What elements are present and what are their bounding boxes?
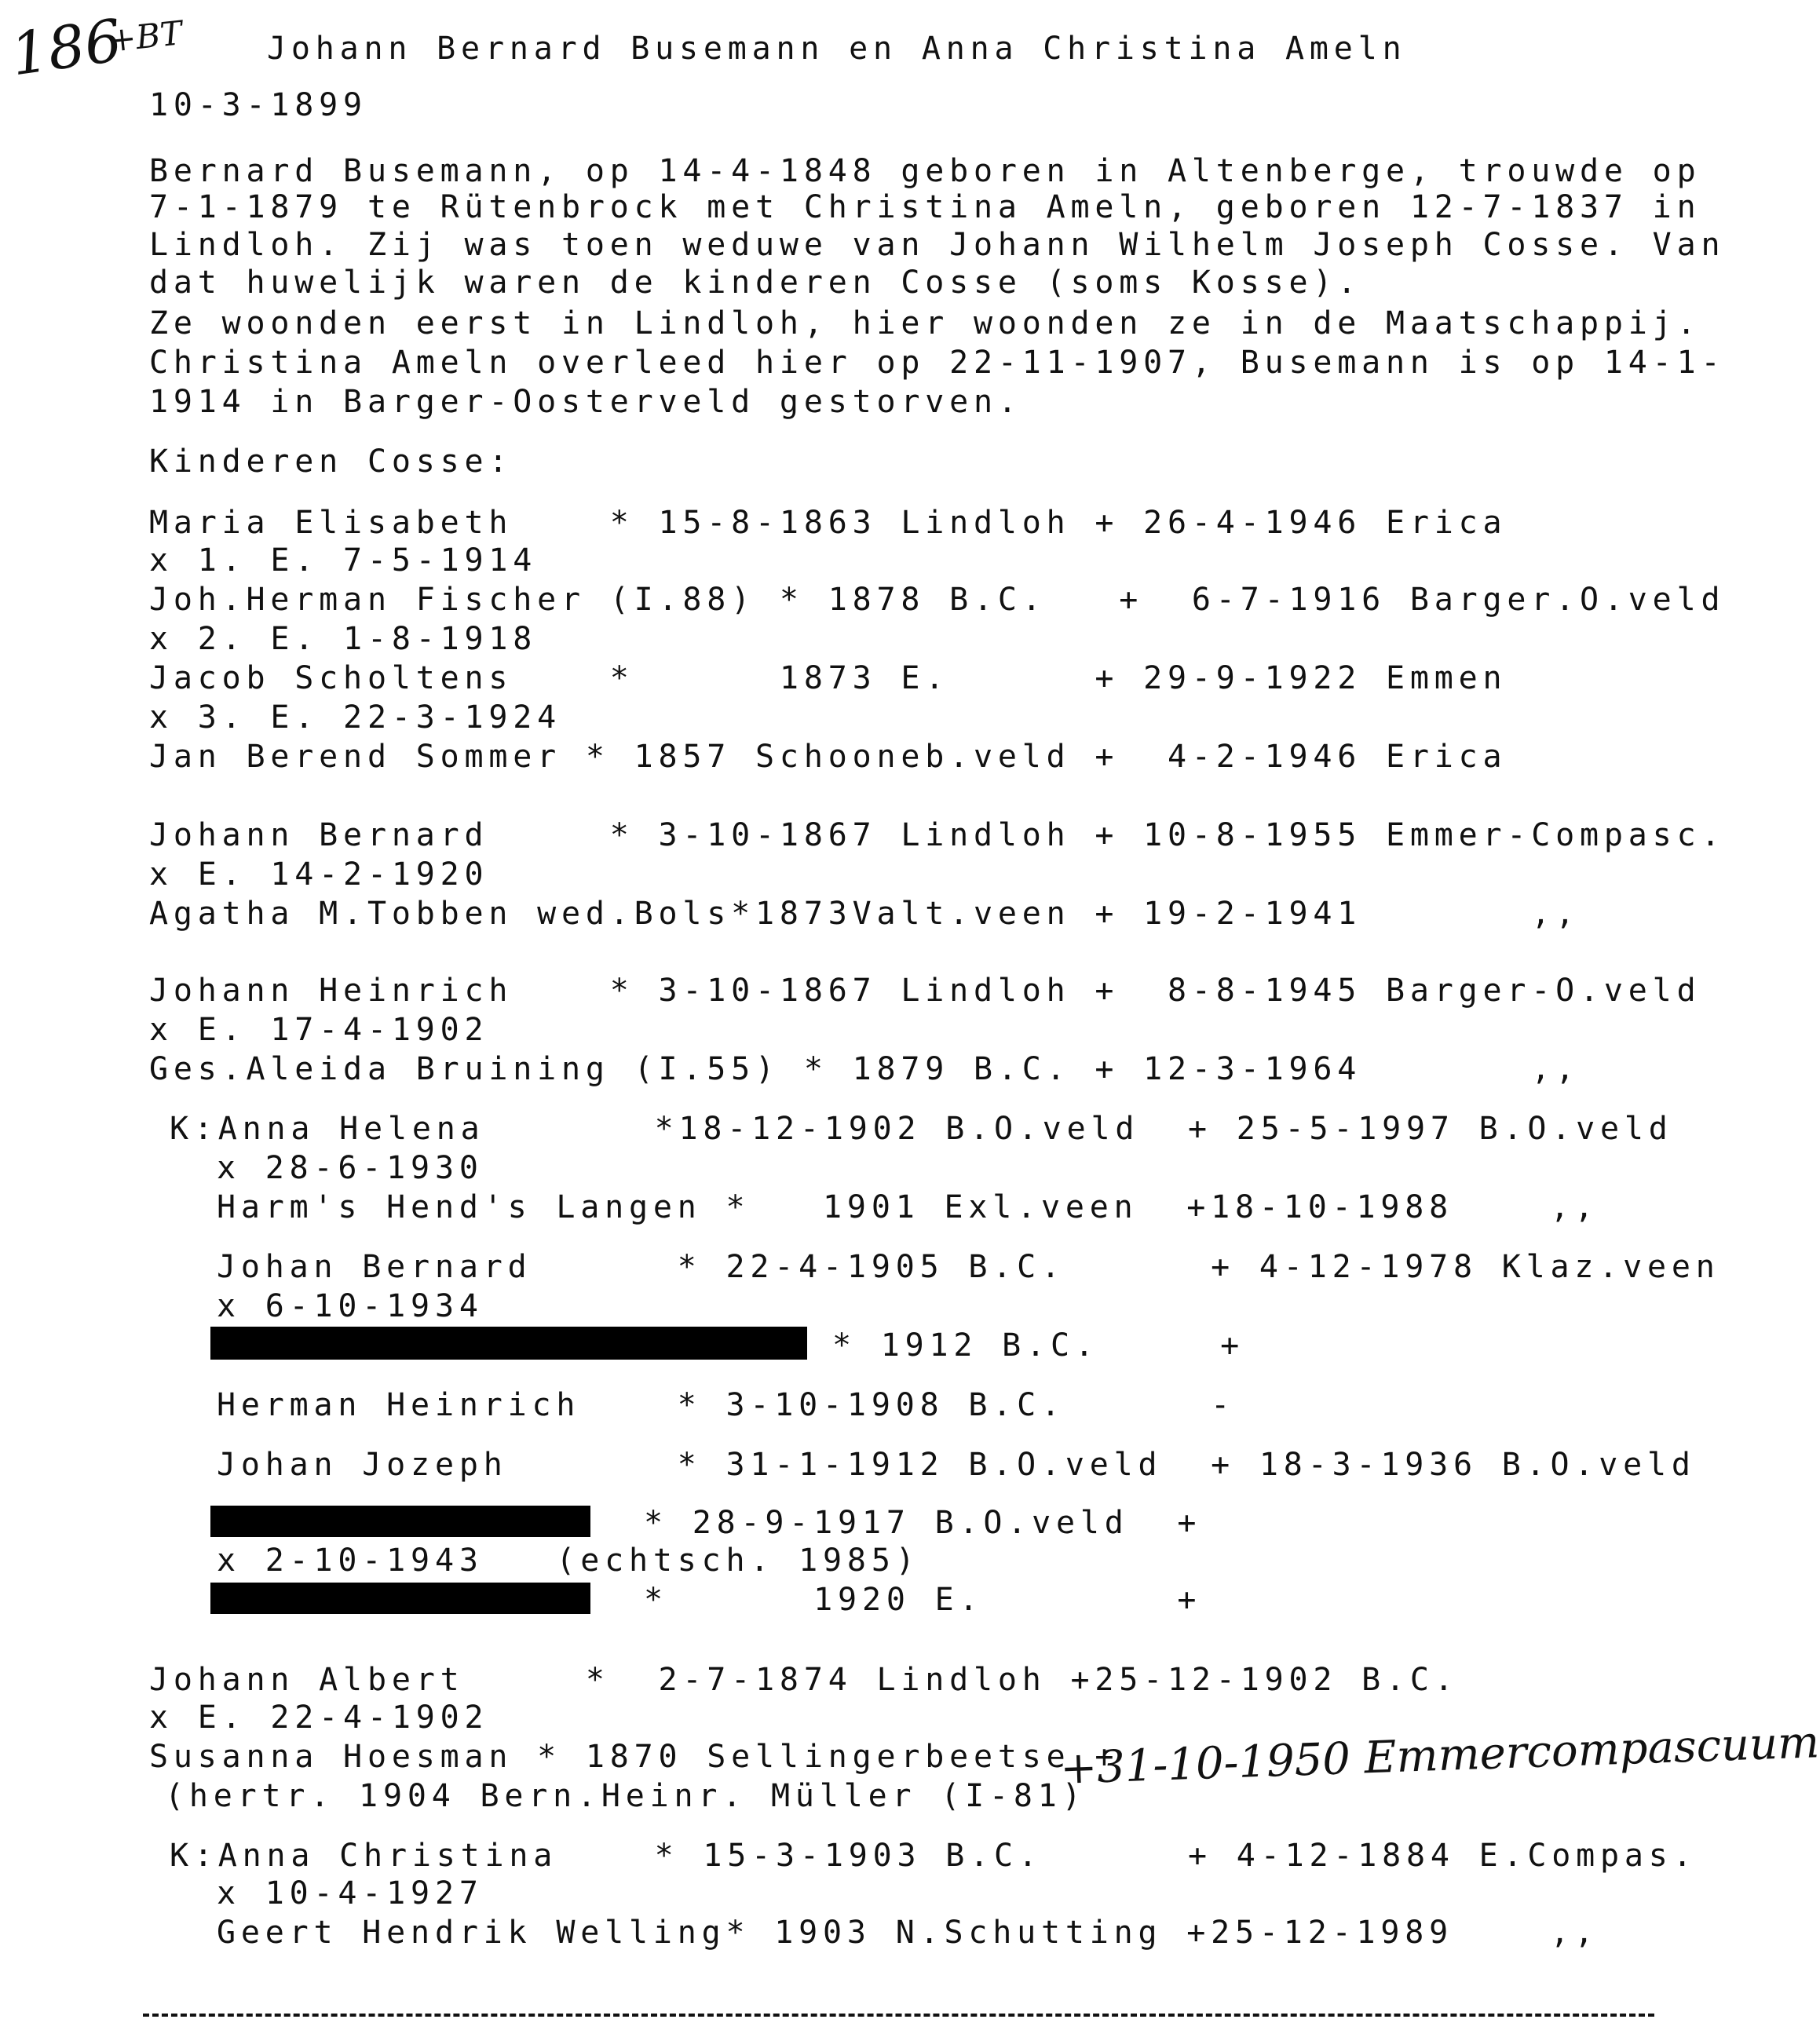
record-line: Jacob Scholtens * 1873 E. + 29-9-1922 Emmen <box>149 660 1508 696</box>
record-line: * 28-9-1917 B.O.veld + <box>644 1505 1202 1541</box>
record-line: K:Anna Christina * 15-3-1903 B.C. + 4-12-1884 E.Compas. <box>170 1838 1698 1874</box>
record-line: Geert Hendrik Welling* 1903 N.Schutting +25-12-1989 ,, <box>217 1915 1599 1951</box>
record-line: x 2. E. 1-8-1918 <box>149 621 538 657</box>
record-line: x 10-4-1927 <box>217 1875 484 1911</box>
record-line: Johann Bernard * 3-10-1867 Lindloh + 10-8-1955 Emmer-Compasc. <box>149 817 1726 853</box>
intro-line: dat huwelijk waren de kinderen Cosse (soms Kosse). <box>149 265 1362 301</box>
record-line: Susanna Hoesman * 1870 Sellingerbeetse + <box>149 1739 1120 1775</box>
intro-line: Christina Ameln overleed hier op 22-11-1907, Busemann is op 14-1- <box>149 345 1726 381</box>
intro-line: 1914 in Barger-Oosterveld gestorven. <box>149 384 1022 420</box>
dashed-divider <box>143 2014 1654 2017</box>
record-line: Ges.Aleida Bruining (I.55) * 1879 B.C. + 12-3-1964 ,, <box>149 1051 1581 1087</box>
record-line: * 1912 B.C. + <box>832 1327 1244 1364</box>
record-line: x E. 22-4-1902 <box>149 1700 489 1736</box>
redaction-bar <box>210 1583 590 1614</box>
record-line: Johann Albert * 2-7-1874 Lindloh +25-12-1902 B.C. <box>149 1662 1459 1698</box>
record-line: K:Anna Helena *18-12-1902 B.O.veld + 25-5-1997 B.O.veld <box>170 1111 1673 1147</box>
record-line: Johan Jozeph * 31-1-1912 B.O.veld + 18-3-1936 B.O.veld <box>217 1447 1696 1483</box>
record-line: Harm's Hend's Langen * 1901 Exl.veen +18-10-1988 ,, <box>217 1189 1599 1225</box>
record-line: x E. 14-2-1920 <box>149 856 489 893</box>
record-line: x 2-10-1943 (echtsch. 1985) <box>217 1543 920 1579</box>
intro-line: Lindloh. Zij was toen weduwe van Johann Wilhelm Joseph Cosse. Van <box>149 227 1726 263</box>
record-line: x E. 17-4-1902 <box>149 1012 489 1048</box>
record-line: (hertr. 1904 Bern.Heinr. Müller (I-81) <box>165 1778 1087 1814</box>
handwritten-death-note: +31-10-1950 Emmercompascuum <box>1059 1717 1820 1795</box>
record-line: Johan Bernard * 22-4-1905 B.C. + 4-12-1978 Klaz.veen <box>217 1249 1720 1285</box>
intro-line: Ze woonden eerst in Lindloh, hier woonden ze in de Maatschappij. <box>149 305 1701 341</box>
record-line: Johann Heinrich * 3-10-1867 Lindloh + 8-8-1945 Barger-O.veld <box>149 973 1701 1009</box>
document-date: 10-3-1899 <box>149 87 367 123</box>
record-line: Maria Elisabeth * 15-8-1863 Lindloh + 26-4-1946 Erica <box>149 505 1508 541</box>
record-line: Herman Heinrich * 3-10-1908 B.C. - <box>217 1387 1236 1423</box>
record-line: x 6-10-1934 <box>217 1288 484 1324</box>
intro-line: 7-1-1879 te Rütenbrock met Christina Ameln, geboren 12-7-1837 in <box>149 189 1701 225</box>
record-line: x 28-6-1930 <box>217 1150 484 1186</box>
record-line: Joh.Herman Fischer (I.88) * 1878 B.C. + 6-7-1916 Barger.O.veld <box>149 582 1726 618</box>
document-title: Johann Bernard Busemann en Anna Christina Ameln <box>267 31 1407 67</box>
handwritten-number: 186 <box>6 6 126 89</box>
record-line: x 3. E. 22-3-1924 <box>149 699 561 736</box>
record-line: * 1920 E. + <box>644 1582 1202 1618</box>
redaction-bar <box>210 1327 807 1360</box>
kinderen-heading: Kinderen Cosse: <box>149 444 513 480</box>
intro-line: Bernard Busemann, op 14-4-1848 geboren in Altenberge, trouwde op <box>149 153 1701 189</box>
redaction-bar <box>210 1506 590 1537</box>
record-line: Jan Berend Sommer * 1857 Schooneb.veld + 4-2-1946 Erica <box>149 739 1508 775</box>
handwritten-mark: +BT <box>106 13 185 60</box>
record-line: x 1. E. 7-5-1914 <box>149 542 538 579</box>
record-line: Agatha M.Tobben wed.Bols*1873Valt.veen + 19-2-1941 ,, <box>149 896 1581 932</box>
